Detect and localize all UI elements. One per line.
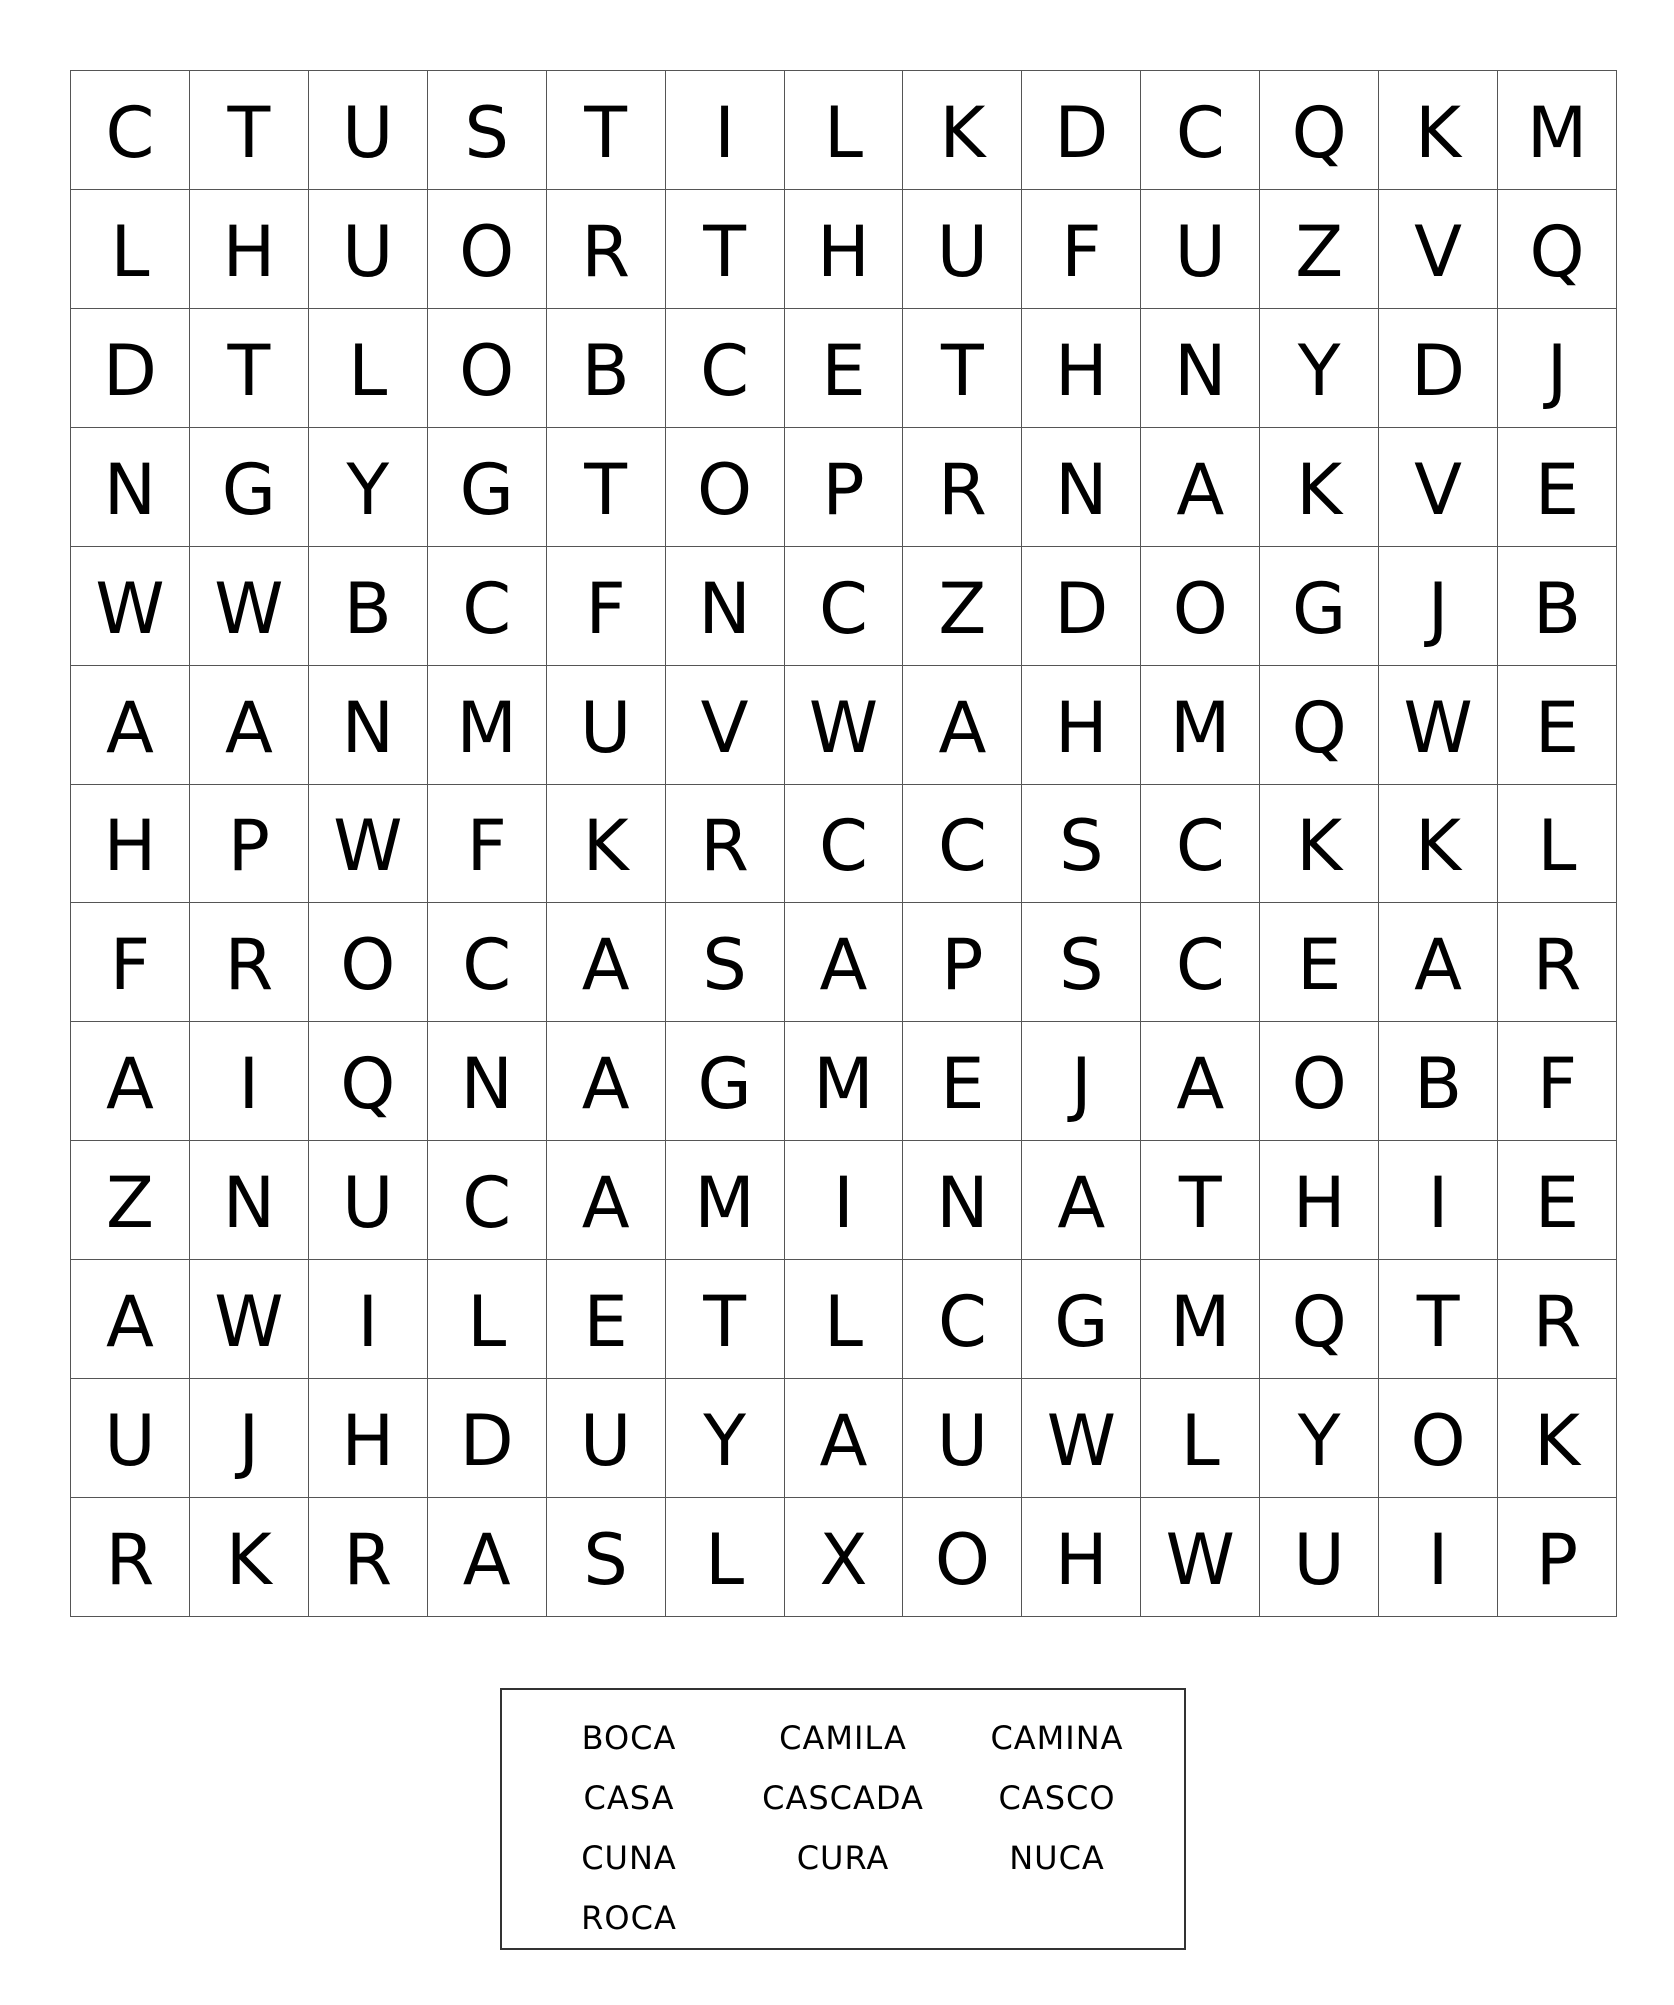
grid-cell[interactable]: R (1498, 903, 1617, 1022)
grid-cell[interactable]: T (190, 309, 309, 428)
grid-cell[interactable]: A (190, 666, 309, 785)
grid-cell[interactable]: F (71, 903, 190, 1022)
grid-cell[interactable]: A (71, 666, 190, 785)
grid-cell[interactable]: Q (309, 1022, 428, 1141)
grid-cell[interactable]: N (71, 428, 190, 547)
grid-cell[interactable]: U (309, 1141, 428, 1260)
word-list-item: CUNA (581, 1839, 677, 1877)
grid-cell[interactable]: B (309, 547, 428, 666)
grid-cell[interactable]: F (547, 547, 666, 666)
grid-cell[interactable]: W (190, 1260, 309, 1379)
grid-cell[interactable]: K (190, 1498, 309, 1617)
grid-cell[interactable]: I (309, 1260, 428, 1379)
grid-cell[interactable]: L (666, 1498, 785, 1617)
grid-cell[interactable]: N (428, 1022, 547, 1141)
grid-cell[interactable]: H (1022, 1498, 1141, 1617)
grid-cell[interactable]: H (785, 190, 904, 309)
grid-cell[interactable]: C (785, 547, 904, 666)
grid-cell[interactable]: A (1022, 1141, 1141, 1260)
grid-cell[interactable]: H (71, 785, 190, 904)
grid-cell[interactable]: J (1379, 547, 1498, 666)
grid-cell[interactable]: C (666, 309, 785, 428)
grid-cell[interactable]: G (190, 428, 309, 547)
grid-cell[interactable]: A (785, 903, 904, 1022)
grid-cell[interactable]: B (1498, 547, 1617, 666)
grid-cell[interactable]: D (1022, 71, 1141, 190)
grid-cell[interactable]: E (1498, 666, 1617, 785)
grid-cell[interactable]: T (1141, 1141, 1260, 1260)
grid-cell[interactable]: O (428, 190, 547, 309)
grid-cell[interactable]: T (1379, 1260, 1498, 1379)
grid-cell[interactable]: V (1379, 428, 1498, 547)
grid-cell[interactable]: C (428, 547, 547, 666)
grid-cell[interactable]: Z (71, 1141, 190, 1260)
grid-cell[interactable]: T (666, 190, 785, 309)
grid-cell[interactable]: F (1022, 190, 1141, 309)
grid-cell[interactable]: E (1498, 1141, 1617, 1260)
grid-cell[interactable]: S (1022, 903, 1141, 1022)
word-list-item: CAMINA (990, 1719, 1124, 1757)
grid-cell[interactable]: Z (1260, 190, 1379, 309)
word-list-item: CAMILA (779, 1719, 907, 1757)
grid-cell[interactable]: P (190, 785, 309, 904)
grid-cell[interactable]: T (190, 71, 309, 190)
grid-cell[interactable]: K (1260, 785, 1379, 904)
grid-cell[interactable]: W (1379, 666, 1498, 785)
grid-cell[interactable]: L (1498, 785, 1617, 904)
grid-cell[interactable]: W (1141, 1498, 1260, 1617)
grid-cell[interactable]: Y (309, 428, 428, 547)
grid-cell[interactable]: G (1260, 547, 1379, 666)
grid-cell[interactable]: L (71, 190, 190, 309)
grid-cell[interactable]: D (71, 309, 190, 428)
grid-cell[interactable]: K (903, 71, 1022, 190)
grid-cell[interactable]: O (428, 309, 547, 428)
grid-cell[interactable]: E (547, 1260, 666, 1379)
grid-cell[interactable]: H (190, 190, 309, 309)
grid-cell[interactable]: L (428, 1260, 547, 1379)
grid-cell[interactable]: P (785, 428, 904, 547)
grid-cell[interactable]: S (547, 1498, 666, 1617)
grid-cell[interactable]: I (666, 71, 785, 190)
grid-cell[interactable]: M (1141, 666, 1260, 785)
grid-cell[interactable]: S (666, 903, 785, 1022)
grid-cell[interactable]: A (547, 1022, 666, 1141)
grid-cell[interactable]: C (71, 71, 190, 190)
grid-cell[interactable]: R (309, 1498, 428, 1617)
grid-cell[interactable]: A (1141, 428, 1260, 547)
grid-cell[interactable]: M (1141, 1260, 1260, 1379)
grid-cell[interactable]: K (547, 785, 666, 904)
grid-cell[interactable]: W (309, 785, 428, 904)
grid-cell[interactable]: J (1498, 309, 1617, 428)
grid-cell[interactable]: E (1260, 903, 1379, 1022)
grid-cell[interactable]: R (547, 190, 666, 309)
grid-cell[interactable]: N (1022, 428, 1141, 547)
grid-cell[interactable]: H (1022, 666, 1141, 785)
word-bank (500, 1688, 1186, 1950)
grid-cell[interactable]: S (428, 71, 547, 190)
grid-cell[interactable]: K (1498, 1379, 1617, 1498)
grid-cell[interactable]: I (190, 1022, 309, 1141)
grid-cell[interactable]: Q (1260, 666, 1379, 785)
grid-cell[interactable]: U (309, 190, 428, 309)
grid-cell[interactable]: R (190, 903, 309, 1022)
grid-cell[interactable]: C (903, 1260, 1022, 1379)
grid-cell[interactable]: E (1498, 428, 1617, 547)
grid-cell[interactable]: O (1260, 1022, 1379, 1141)
grid-cell[interactable]: I (1379, 1498, 1498, 1617)
grid-cell[interactable]: K (1379, 785, 1498, 904)
grid-cell[interactable]: P (903, 903, 1022, 1022)
grid-cell[interactable]: O (666, 428, 785, 547)
grid-cell[interactable]: M (1498, 71, 1617, 190)
grid-cell[interactable]: C (1141, 71, 1260, 190)
grid-cell[interactable]: U (547, 666, 666, 785)
grid-cell[interactable]: D (1379, 309, 1498, 428)
grid-cell[interactable]: D (428, 1379, 547, 1498)
grid-cell[interactable]: F (428, 785, 547, 904)
grid-cell[interactable]: F (1498, 1022, 1617, 1141)
grid-cell[interactable]: A (71, 1260, 190, 1379)
grid-cell[interactable]: E (903, 1022, 1022, 1141)
grid-cell[interactable]: G (666, 1022, 785, 1141)
grid-cell[interactable]: L (1141, 1379, 1260, 1498)
grid-cell[interactable]: H (309, 1379, 428, 1498)
grid-cell[interactable]: K (1379, 71, 1498, 190)
grid-cell[interactable]: K (1260, 428, 1379, 547)
grid-cell[interactable]: A (71, 1022, 190, 1141)
word-list-item: CASA (583, 1779, 675, 1817)
grid-cell[interactable]: C (428, 1141, 547, 1260)
grid-cell[interactable]: O (1141, 547, 1260, 666)
grid-cell[interactable]: E (785, 309, 904, 428)
grid-cell[interactable]: R (71, 1498, 190, 1617)
grid-cell[interactable]: Y (666, 1379, 785, 1498)
grid-cell[interactable]: U (309, 71, 428, 190)
grid-cell[interactable]: W (190, 547, 309, 666)
grid-cell[interactable]: N (903, 1141, 1022, 1260)
grid-cell[interactable]: S (1022, 785, 1141, 904)
grid-cell[interactable]: W (1022, 1379, 1141, 1498)
grid-cell[interactable]: H (1260, 1141, 1379, 1260)
grid-cell[interactable]: N (309, 666, 428, 785)
grid-cell[interactable]: H (1022, 309, 1141, 428)
grid-cell[interactable]: P (1498, 1498, 1617, 1617)
grid-cell[interactable]: A (903, 666, 1022, 785)
grid-cell[interactable]: B (1379, 1022, 1498, 1141)
grid-cell[interactable]: I (785, 1141, 904, 1260)
grid-cell[interactable]: Y (1260, 1379, 1379, 1498)
grid-cell[interactable]: R (666, 785, 785, 904)
grid-cell[interactable]: R (903, 428, 1022, 547)
grid-cell[interactable]: U (903, 1379, 1022, 1498)
grid-cell[interactable]: L (309, 309, 428, 428)
grid-cell[interactable]: U (71, 1379, 190, 1498)
word-list-item: NUCA (1009, 1839, 1105, 1877)
grid-cell[interactable]: N (1141, 309, 1260, 428)
grid-cell[interactable]: Q (1498, 190, 1617, 309)
grid-cell[interactable]: L (785, 71, 904, 190)
grid-cell[interactable]: Q (1260, 71, 1379, 190)
grid-cell[interactable]: A (785, 1379, 904, 1498)
grid-cell[interactable]: A (428, 1498, 547, 1617)
grid-cell[interactable]: Y (1260, 309, 1379, 428)
grid-cell[interactable]: C (1141, 785, 1260, 904)
grid-cell[interactable]: D (1022, 547, 1141, 666)
grid-cell[interactable]: W (71, 547, 190, 666)
grid-cell[interactable]: T (903, 309, 1022, 428)
grid-cell[interactable]: U (1260, 1498, 1379, 1617)
grid-cell[interactable]: N (666, 547, 785, 666)
grid-cell[interactable]: V (1379, 190, 1498, 309)
grid-cell[interactable]: A (1379, 903, 1498, 1022)
word-list-item: ROCA (581, 1899, 677, 1937)
grid-cell[interactable]: C (428, 903, 547, 1022)
grid-cell[interactable]: U (903, 190, 1022, 309)
grid-cell[interactable]: Z (903, 547, 1022, 666)
grid-cell[interactable]: V (666, 666, 785, 785)
grid-cell[interactable]: J (1022, 1022, 1141, 1141)
grid-cell[interactable]: C (903, 785, 1022, 904)
grid-cell[interactable]: T (547, 71, 666, 190)
word-list-item: CURA (796, 1839, 890, 1877)
grid-cell[interactable]: T (666, 1260, 785, 1379)
grid-cell[interactable]: B (547, 309, 666, 428)
grid-cell[interactable]: A (1141, 1022, 1260, 1141)
grid-cell[interactable]: U (547, 1379, 666, 1498)
grid-cell[interactable]: M (666, 1141, 785, 1260)
grid-cell[interactable]: A (547, 1141, 666, 1260)
grid-cell[interactable]: M (428, 666, 547, 785)
grid-cell[interactable]: L (785, 1260, 904, 1379)
word-list (522, 1708, 1164, 1948)
grid-cell[interactable]: W (785, 666, 904, 785)
grid-cell[interactable]: N (190, 1141, 309, 1260)
grid-cell[interactable]: X (785, 1498, 904, 1617)
word-list-item: CASCO (998, 1779, 1116, 1817)
grid-cell[interactable]: C (1141, 903, 1260, 1022)
grid-cell[interactable]: R (1498, 1260, 1617, 1379)
word-list-item: CASCADA (762, 1779, 924, 1817)
grid-cell[interactable]: M (785, 1022, 904, 1141)
grid-cell[interactable]: O (1379, 1379, 1498, 1498)
grid-cell[interactable]: I (1379, 1141, 1498, 1260)
grid-cell[interactable]: T (547, 428, 666, 547)
grid-cell[interactable]: C (785, 785, 904, 904)
grid-cell[interactable]: O (903, 1498, 1022, 1617)
letter-grid (70, 70, 1617, 1617)
grid-cell[interactable]: A (547, 903, 666, 1022)
grid-cell[interactable]: Q (1260, 1260, 1379, 1379)
grid-cell[interactable]: G (1022, 1260, 1141, 1379)
grid-cell[interactable]: O (309, 903, 428, 1022)
word-list-item: BOCA (581, 1719, 677, 1757)
grid-cell[interactable]: G (428, 428, 547, 547)
grid-cell[interactable]: U (1141, 190, 1260, 309)
grid-cell[interactable]: J (190, 1379, 309, 1498)
